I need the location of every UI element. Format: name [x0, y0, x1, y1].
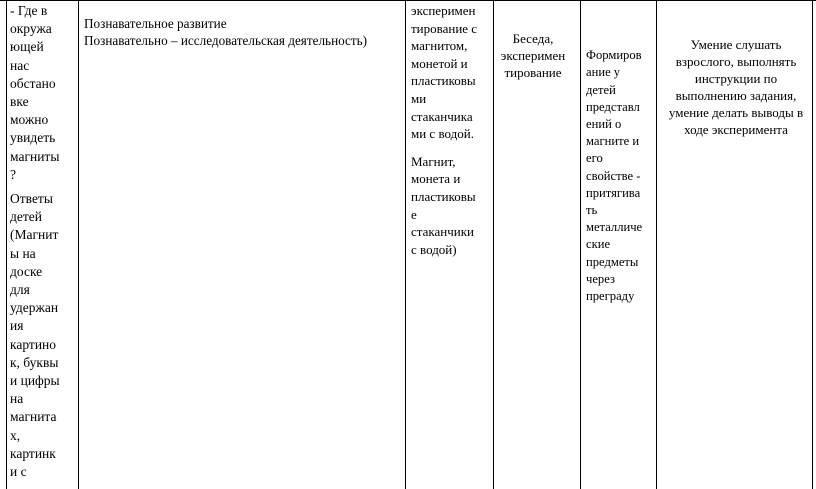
- outcomes-text: Умение слушать взрослого, выполнять инструкции по выполнению задания, умение делать выводы в ходе эксперимента: [668, 37, 804, 137]
- materials-list: Магнит, монета и пластиковы е стаканчики с водой): [411, 153, 476, 257]
- educational-area-title: Познавательное развитие: [84, 16, 227, 31]
- methods-text: Беседа, эксперимен тирование: [500, 31, 566, 80]
- table-cell-questions: [10, 2, 72, 487]
- goals-text: Формиров ание у детей представл ений о магните и его свойстве - притягива ть металличе ские предметы через преграду: [586, 48, 643, 304]
- activity-description: эксперимен тирование с магнитом, монетой и пластиковы ми стаканчика ми с водой.: [411, 3, 478, 142]
- table-cell-outcomes: [661, 36, 811, 138]
- teacher-question-text: - Где в окружа ющей нас обстано вке можно увидеть магниты ?: [10, 3, 60, 182]
- table-cell-methods: [499, 30, 567, 81]
- table-cell-educational-area: [84, 15, 404, 49]
- table-cell-activity-form: [411, 2, 497, 268]
- children-answers-text: Ответы детей (Магнит ы на доске для удержан ия картино к, буквы и цифры на магнита х, картинк и с: [10, 191, 60, 480]
- table-border-right: [812, 0, 813, 489]
- column-divider-5: [656, 0, 657, 489]
- column-divider-4: [580, 0, 581, 489]
- column-divider-2: [405, 0, 406, 489]
- table-top-border: [0, 0, 816, 1]
- table-border-left: [6, 0, 7, 489]
- table-cell-goals: [586, 30, 653, 322]
- column-divider-1: [78, 0, 79, 489]
- educational-activity-type: Познавательно – исследовательская деятельность): [84, 33, 368, 48]
